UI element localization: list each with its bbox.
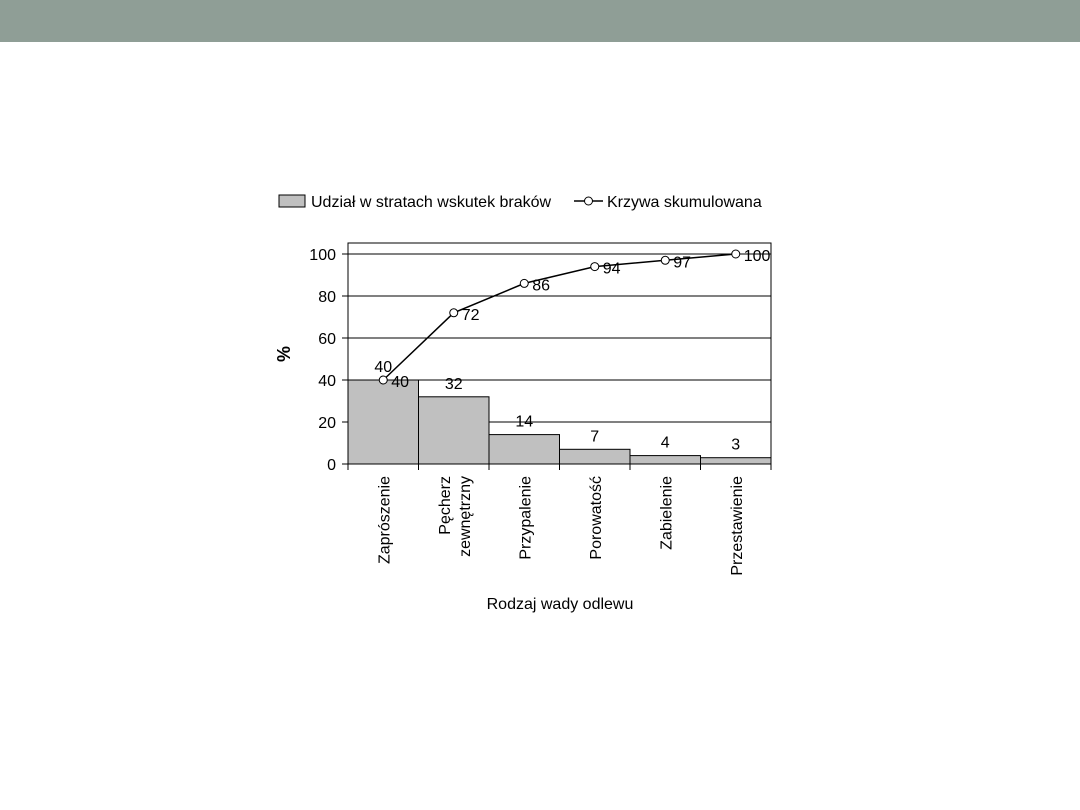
bar-0 [348, 380, 419, 464]
x-tick-label-2: Przypalenie [517, 476, 535, 560]
y-tick-label-40: 40 [318, 373, 336, 390]
cumulative-value-label-0: 40 [391, 374, 410, 391]
cumulative-marker-4 [661, 256, 669, 264]
legend-bar-swatch [279, 195, 305, 207]
cumulative-value-label-1: 72 [461, 306, 480, 324]
y-tick-label-100: 100 [309, 247, 336, 264]
cumulative-marker-5 [732, 250, 740, 258]
x-tick-label-4: Zabielenie [658, 476, 676, 550]
cumulative-marker-1 [450, 309, 458, 317]
x-tick-label-1-line-0: Pęcherz [436, 476, 454, 535]
legend-line-marker [585, 197, 593, 205]
bar-value-label-2: 14 [515, 413, 534, 431]
bar-4 [630, 456, 701, 464]
x-tick-label-3: Porowatość [587, 476, 605, 560]
y-axis-label: % [274, 345, 294, 363]
y-tick-label-20: 20 [318, 415, 336, 432]
cumulative-polyline [383, 254, 736, 380]
legend-line-label: Krzywa skumulowana [607, 194, 762, 211]
x-tick-label-5: Przestawienie [728, 476, 746, 576]
bar-1 [419, 397, 490, 464]
bar-value-label-4: 4 [660, 434, 670, 452]
cumulative-value-label-3: 94 [602, 260, 621, 278]
cumulative-marker-2 [520, 279, 528, 287]
x-tick-label-1-line-1: zewnętrzny [456, 476, 474, 557]
y-tick-label-80: 80 [318, 289, 336, 306]
x-tick-label-0: Zaprószenie [376, 476, 394, 565]
bar-value-label-1: 32 [444, 375, 463, 393]
cumulative-value-label-4: 97 [673, 254, 692, 272]
bar-2 [489, 435, 560, 464]
bar-value-label-0: 40 [374, 359, 393, 376]
cumulative-value-label-5: 100 [743, 248, 771, 265]
cumulative-marker-3 [591, 263, 599, 271]
bar-value-label-5: 3 [731, 436, 741, 454]
cumulative-value-label-2: 86 [532, 277, 551, 295]
x-axis-label: Rodzaj wady odlewu [486, 596, 634, 613]
legend [279, 194, 762, 211]
bar-value-label-3: 7 [590, 428, 600, 446]
bar-5 [701, 458, 772, 464]
bar-3 [560, 449, 631, 464]
y-tick-label-0: 0 [327, 457, 336, 474]
y-tick-label-60: 60 [318, 331, 336, 348]
cumulative-marker-0 [379, 376, 387, 384]
legend-bar-label: Udział w stratach wskutek braków [311, 194, 552, 211]
